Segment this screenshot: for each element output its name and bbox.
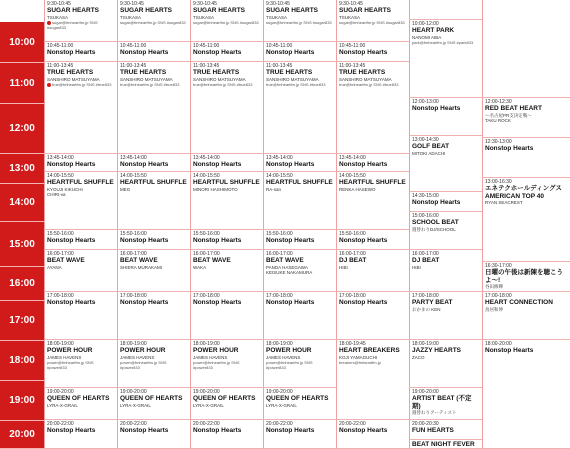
program-beat-wave[interactable]: 16:00-17:00 BEAT WAVE AYANA <box>44 250 117 292</box>
program-fun-hearts[interactable]: 20:00-20:30 FUN HEARTS <box>409 420 482 440</box>
program-nonstop[interactable]: 20:00-22:00 Nonstop Hearts <box>263 420 336 449</box>
program-nonstop[interactable]: 12:30-13:00 Nonstop Hearts <box>482 138 570 178</box>
program-true-hearts[interactable]: 11:00-13:45 TRUE HEARTS SANSHIRO MATSUYAMA true@fmheartfm.jp SNS #true833 <box>117 62 190 154</box>
program-american-top-40[interactable]: 13:00-16:30 エネテクホールディングス AMERICAN TOP 40 RYAN SEACREST <box>482 178 570 262</box>
program-queen-of-hearts[interactable]: 19:00-20:00 QUEEN OF HEARTS LYRA-X-GRAIL <box>44 388 117 420</box>
program-nonstop[interactable]: 10:45-11:00 Nonstop Hearts <box>117 42 190 62</box>
program-nonstop[interactable]: 12:00-13:00 Nonstop Hearts <box>409 98 482 136</box>
program-nonstop[interactable]: 18:00-20:00 Nonstop Hearts <box>482 340 570 449</box>
program-sugar-hearts[interactable]: 9:30-10:45 SUGAR HEARTS TSUKASA sugar@fmheartfm.jp SNS #sugar833 <box>190 0 263 42</box>
program-heartful-shuffle[interactable]: 14:00-15:50 HEARTFUL SHUFFLE MEG <box>117 172 190 230</box>
sun-blank <box>482 0 570 98</box>
program-beat-wave[interactable]: 16:00-17:00 BEAT WAVE PANDA HASEGAWA KEISUKE NAKAMURA <box>263 250 336 292</box>
program-heartful-shuffle[interactable]: 14:00-15:50 HEARTFUL SHUFFLE RA-san <box>263 172 336 230</box>
program-nonstop[interactable]: 10:45-11:00 Nonstop Hearts <box>44 42 117 62</box>
program-nonstop[interactable]: 13:45-14:00 Nonstop Hearts <box>117 154 190 172</box>
program-power-hour[interactable]: 18:00-19:00 POWER HOUR JAMES HAVENS power@fmheartfm.jp SNS #power833 <box>44 340 117 388</box>
program-nonstop[interactable]: 13:45-14:00 Nonstop Hearts <box>190 154 263 172</box>
program-heart-park[interactable]: 10:00-12:00 HEART PARK NANOMI AIBA park@fmheartfm.jp SNS #park833 <box>409 20 482 98</box>
program-nonstop[interactable]: 10:45-11:00 Nonstop Hearts <box>190 42 263 62</box>
program-nonstop[interactable]: 15:50-16:00 Nonstop Hearts <box>190 230 263 250</box>
program-nonstop[interactable]: 17:00-18:00 Nonstop Hearts <box>44 292 117 340</box>
program-nonstop[interactable]: 17:00-18:00 Nonstop Hearts <box>263 292 336 340</box>
program-nonstop[interactable]: 15:50-16:00 Nonstop Hearts <box>44 230 117 250</box>
program-dj-beat[interactable]: 16:00-17:00 DJ BEAT HIBI <box>409 250 482 292</box>
program-heart-connection[interactable]: 17:00-18:00 HEART CONNECTION 鳥居和伸 <box>482 292 570 340</box>
program-sunday-afternoon[interactable]: 16:30-17:00 日曜の午後は新陳を聴こうよ〜! 谷田修輝 <box>482 262 570 292</box>
program-party-beat[interactable]: 17:00-18:00 PARTY BEAT おかまの KEN <box>409 292 482 340</box>
program-heartful-shuffle[interactable]: 14:00-15:50 HEARTFUL SHUFFLE KYOUJI KIKUCHI CHIRI-va <box>44 172 117 230</box>
program-dj-beat[interactable]: 16:00-17:00 DJ BEAT HIBI <box>336 250 409 292</box>
program-nonstop[interactable]: 20:00-22:00 Nonstop Hearts <box>336 420 409 449</box>
program-beat-wave[interactable]: 16:00-17:00 BEAT WAVE SHIERA MURAKAMI <box>117 250 190 292</box>
program-sugar-hearts[interactable]: 9:30-10:45 SUGAR HEARTS TSUKASA sugar@fmheartfm.jp SNS #sugar833 <box>117 0 190 42</box>
hour-label: 16:00 <box>0 267 44 301</box>
program-nonstop[interactable]: 17:00-18:00 Nonstop Hearts <box>117 292 190 340</box>
hour-label: 10:00 <box>0 22 44 63</box>
program-sugar-hearts[interactable]: 9:30-10:45 SUGAR HEARTS TSUKASA sugar@fmheartfm.jp SNS #sugar833 <box>263 0 336 42</box>
program-nonstop[interactable]: 17:00-18:00 Nonstop Hearts <box>336 292 409 340</box>
program-nonstop[interactable]: 17:00-18:00 Nonstop Hearts <box>190 292 263 340</box>
program-heart-breakers[interactable]: 18:00-19:45 HEART BREAKERS KOJI YAMAGUCHI breakers@fmheartfm.jp <box>336 340 409 420</box>
program-sugar-hearts[interactable]: 9:30-10:45 SUGAR HEARTS TSUKASA sugar@fmheartfm.jp SNS #sugar833 <box>44 0 117 42</box>
program-nonstop[interactable]: 15:50-16:00 Nonstop Hearts <box>336 230 409 250</box>
hour-label: 13:00 <box>0 154 44 184</box>
hour-label: 11:00 <box>0 63 44 104</box>
program-nonstop[interactable]: 13:45-14:00 Nonstop Hearts <box>263 154 336 172</box>
program-nonstop[interactable]: 10:45-11:00 Nonstop Hearts <box>336 42 409 62</box>
hour-label: 17:00 <box>0 301 44 341</box>
hour-label: 12:00 <box>0 104 44 154</box>
program-heartful-shuffle[interactable]: 14:00-15:50 HEARTFUL SHUFFLE RENKA HASEWO <box>336 172 409 230</box>
program-beat-wave[interactable]: 16:00-17:00 BEAT WAVE WAKA <box>190 250 263 292</box>
program-sugar-hearts[interactable]: 9:30-10:45 SUGAR HEARTS TSUKASA sugar@fmheartfm.jp SNS #sugar833 <box>336 0 409 42</box>
program-nonstop[interactable]: 20:00-22:00 Nonstop Hearts <box>44 420 117 449</box>
program-nonstop[interactable]: 13:45-14:00 Nonstop Hearts <box>44 154 117 172</box>
program-true-hearts[interactable]: 11:00-13:45 TRUE HEARTS SANSHIRO MATSUYAMA true@fmheartfm.jp SNS #true833 <box>263 62 336 154</box>
program-nonstop[interactable]: 15:50-16:00 Nonstop Hearts <box>263 230 336 250</box>
program-heartful-shuffle[interactable]: 14:00-15:50 HEARTFUL SHUFFLE MINORI HASHIMOTO <box>190 172 263 230</box>
program-power-hour[interactable]: 18:00-19:00 POWER HOUR JAMES HAVENS power@fmheartfm.jp SNS #power833 <box>190 340 263 388</box>
program-queen-of-hearts[interactable]: 19:00-20:00 QUEEN OF HEARTS LYRA-X-GRAIL <box>117 388 190 420</box>
mail-icon <box>47 83 51 87</box>
program-nonstop[interactable]: 20:00-22:00 Nonstop Hearts <box>190 420 263 449</box>
sat-blank <box>409 0 482 20</box>
program-beat-night-fever[interactable]: BEAT NIGHT FEVER <box>409 440 482 449</box>
program-nonstop[interactable]: 13:45-14:00 Nonstop Hearts <box>336 154 409 172</box>
program-queen-of-hearts[interactable]: 19:00-20:00 QUEEN OF HEARTS LYRA-X-GRAIL <box>190 388 263 420</box>
program-true-hearts[interactable]: 11:00-13:45 TRUE HEARTS SANSHIRO MATSUYAMA true@fmheartfm.jp SNS #true833 <box>44 62 117 154</box>
program-jazzy-hearts[interactable]: 18:00-19:00 JAZZY HEARTS ZACO <box>409 340 482 388</box>
program-nonstop[interactable]: 14:30-15:00 Nonstop Hearts <box>409 192 482 212</box>
program-nonstop[interactable]: 10:45-11:00 Nonstop Hearts <box>263 42 336 62</box>
program-school-beat[interactable]: 15:00-16:00 SCHOOL BEAT 週替わりDJ/SCHOOL <box>409 212 482 250</box>
program-nonstop[interactable]: 15:50-16:00 Nonstop Hearts <box>117 230 190 250</box>
program-power-hour[interactable]: 18:00-19:00 POWER HOUR JAMES HAVENS power@fmheartfm.jp SNS #power833 <box>117 340 190 388</box>
hour-label: 18:00 <box>0 341 44 381</box>
program-power-hour[interactable]: 18:00-19:00 POWER HOUR JAMES HAVENS power@fmheartfm.jp SNS #power833 <box>263 340 336 388</box>
program-queen-of-hearts[interactable]: 19:00-20:00 QUEEN OF HEARTS LYRA-X-GRAIL <box>263 388 336 420</box>
program-true-hearts[interactable]: 11:00-13:45 TRUE HEARTS SANSHIRO MATSUYAMA true@fmheartfm.jp SNS #true833 <box>190 62 263 154</box>
hour-label: 14:00 <box>0 184 44 222</box>
hour-label: 19:00 <box>0 381 44 421</box>
program-artist-beat[interactable]: 19:00-20:00 ARTIST BEAT (不定期) 週替わりアーティスト <box>409 388 482 420</box>
program-nonstop[interactable]: 20:00-22:00 Nonstop Hearts <box>117 420 190 449</box>
hour-label: 20:00 <box>0 421 44 449</box>
program-golf-beat[interactable]: 13:00-14:30 GOLF BEAT MITOKI ADACHI <box>409 136 482 192</box>
hour-label: 15:00 <box>0 222 44 267</box>
program-true-hearts[interactable]: 11:00-13:45 TRUE HEARTS SANSHIRO MATSUYAMA true@fmheartfm.jp SNS #true833 <box>336 62 409 154</box>
program-red-beat-heart[interactable]: 12:00-12:30 RED BEAT HEART 〜名古屋PR支決定戦〜 TAKU ROCK <box>482 98 570 138</box>
